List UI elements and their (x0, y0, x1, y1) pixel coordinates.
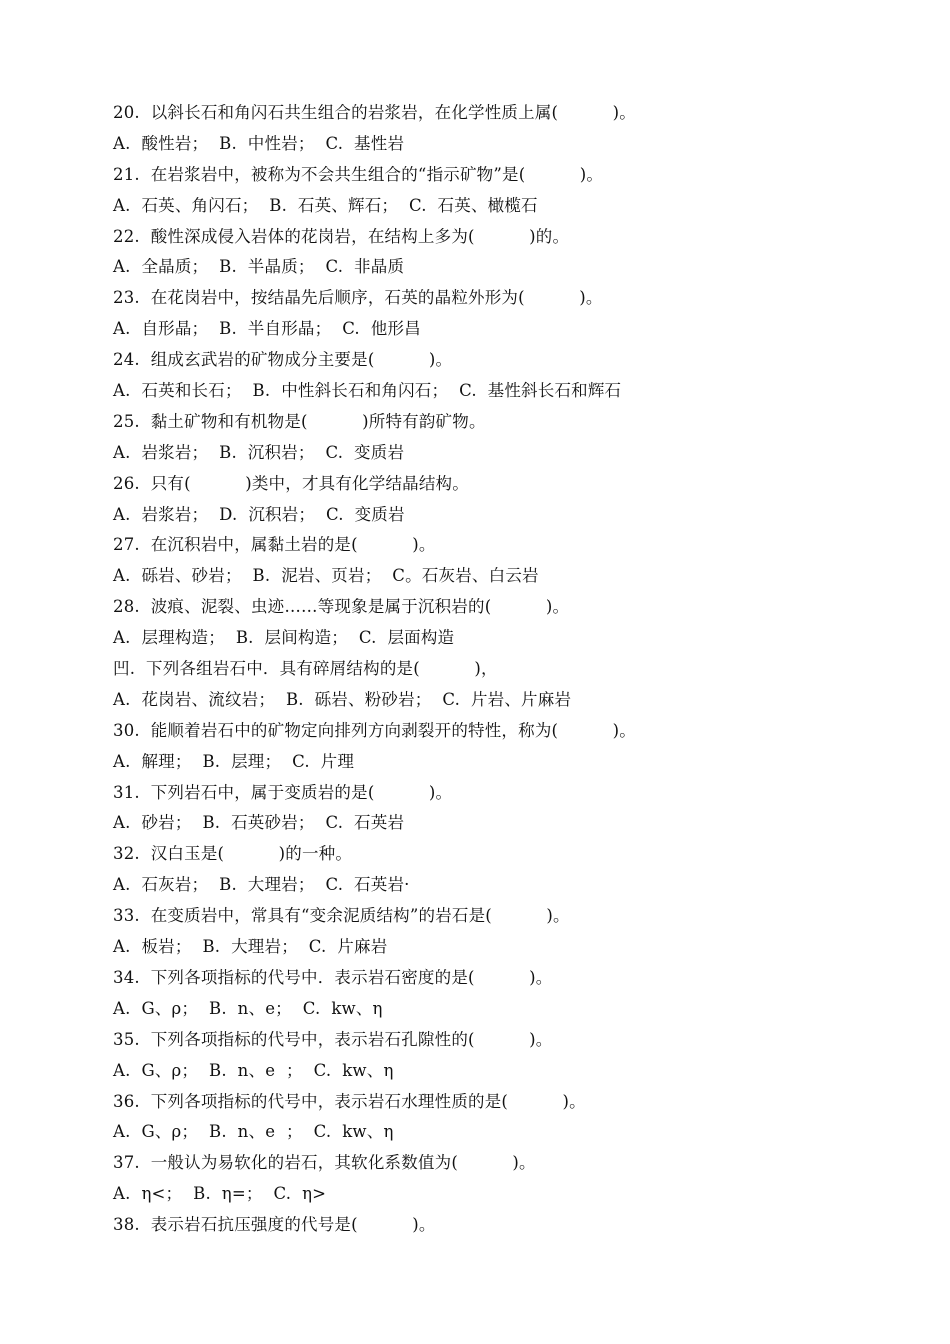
question-line: 21. 在岩浆岩中，被称为不会共生组合的“指示矿物”是( )。 (113, 164, 604, 184)
question-line: 23. 在花岗岩中，按结晶先后顺序，石英的晶粒外形为( )。 (113, 288, 603, 308)
question-line: 34. 下列各项指标的代号中．表示岩石密度的是( )。 (113, 967, 553, 987)
answer-options-line: A. 岩浆岩； B. 沉积岩； C. 变质岩 (113, 442, 405, 462)
question-line: 32. 汉白玉是( )的一种。 (113, 844, 353, 864)
answer-options-line: A. 酸性岩； B. 中性岩； C. 基性岩 (113, 133, 405, 153)
answer-options-line: A. 砾岩、砂岩； B. 泥岩、页岩； C。石灰岩、白云岩 (113, 566, 539, 586)
question-line: 35. 下列各项指标的代号中，表示岩石孔隙性的( )。 (113, 1029, 553, 1049)
question-line: 27. 在沉积岩中，属黏土岩的是( )。 (113, 535, 436, 555)
answer-options-line: A. 石灰岩； B. 大理岩； C. 石英岩· (113, 875, 410, 895)
document-body (113, 98, 913, 1241)
question-line: 36. 下列各项指标的代号中，表示岩石水理性质的是( )。 (113, 1091, 586, 1111)
question-line: 26. 只有( )类中，才具有化学结晶结构。 (113, 473, 469, 493)
question-line: 37. 一般认为易软化的岩石，其软化系数值为( )。 (113, 1153, 536, 1173)
question-line: 31. 下列岩石中，属于变质岩的是( )。 (113, 782, 453, 802)
answer-options-line: A. η<； B. η=； C. η> (113, 1184, 327, 1204)
question-line: 22. 酸性深成侵入岩体的花岗岩，在结构上多为( )的。 (113, 226, 570, 246)
answer-options-line: A. 石英、角闪石； B. 石英、辉石； C. 石英、橄榄石 (113, 195, 538, 215)
question-line: 凹. 下列各组岩石中．具有碎屑结构的是( )， (113, 659, 498, 679)
answer-options-line: A. 全晶质； B. 半晶质； C. 非晶质 (113, 257, 405, 277)
question-line: 24. 组成玄武岩的矿物成分主要是( )。 (113, 350, 453, 370)
answer-options-line: A. G、ρ； B. n、e ； C. kw、η (113, 1122, 394, 1142)
answer-options-line: A. 砂岩； B. 石英砂岩； C. 石英岩 (113, 813, 405, 833)
answer-options-line: A. 层理构造； B. 层间构造； C. 层面构造 (113, 628, 455, 648)
answer-options-line: A. 自形晶； B. 半自形晶； C. 他形昌 (113, 319, 421, 339)
answer-options-line: A. 板岩； B. 大理岩； C. 片麻岩 (113, 937, 388, 957)
question-line: 20. 以斜长石和角闪石共生组合的岩浆岩，在化学性质上属( )。 (113, 103, 636, 122)
answer-options-line: A. G、ρ； B. n、e； C. kw、η (113, 998, 383, 1018)
answer-options-line: A. 石英和长石； B. 中性斜长石和角闪石； C. 基性斜长石和辉石 (113, 381, 622, 401)
answer-options-line: A. G、ρ； B. n、e ； C. kw、η (113, 1060, 394, 1080)
question-line: 30. 能顺着岩石中的矿物定向排列方向剥裂开的特性，称为( )。 (113, 720, 636, 740)
answer-options-line: A. 解理； B. 层理； C. 片理 (113, 751, 355, 771)
question-line: 25. 黏土矿物和有机物是( )所特有韵矿物。 (113, 411, 486, 431)
answer-options-line: A. 花岗岩、流纹岩； B. 砾岩、粉砂岩； C. 片岩、片麻岩 (113, 689, 572, 709)
question-line: 38. 表示岩石抗压强度的代号是( )。 (113, 1215, 436, 1235)
question-line: 28. 波痕、泥裂、虫迹……等现象是属于沉积岩的( )。 (113, 597, 570, 617)
answer-options-line: A. 岩浆岩； D. 沉积岩； C. 变质岩 (113, 504, 405, 524)
question-line: 33. 在变质岩中，常具有“变余泥质结构”的岩石是( )。 (113, 906, 570, 926)
